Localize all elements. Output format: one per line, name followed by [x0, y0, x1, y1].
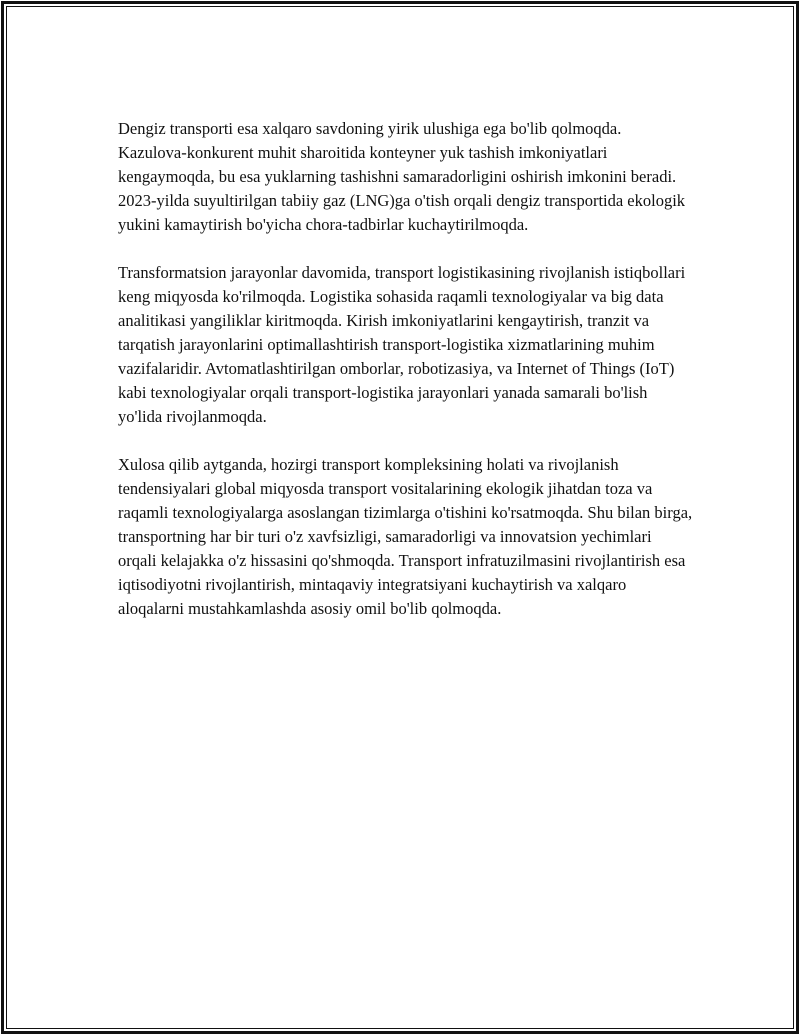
paragraph-logistics-development: Transformatsion jarayonlar davomida, transport logistikasining rivojlanish istiqbollari keng miqyosda ko'rilmoqda. Logistika sohasida raqamli texnologiyalar va big data analitikasi yangiliklar kiritmoqda. Kirish imkoniyatlarini kengaytirish, tranzit va tarqatish jarayonlarini optimallashtirish transport-logistika xizmatlarining muhim vazifalaridir. Avtomatlashtirilgan omborlar, robotizasiya, va Internet of Things (IoT) kabi texnologiyalar orqali transport-logistika jarayonlari yanada samarali bo'lish yo'lida rivojlanmoqda.	[118, 263, 686, 426]
paragraph-conclusion: Xulosa qilib aytganda, hozirgi transport kompleksining holati va rivojlanish tendensiyalari global miqyosda transport vositalarining ekologik jihatdan toza va raqamli texnologiyalarga asoslangan tizimlarga o'tishini ko'rsatmoqda. Shu bilan birga, transportning har bir turi o'z xavfsizligi, samaradorligi va innovatsion yechimlari orqali kelajakka o'z hissasini qo'shmoqda. Transport infratuzilmasini rivojlantirish esa iqtisodiyotni rivojlantirish, mintaqaviy integratsiyani kuchaytirish va xalqaro aloqalarni mustahkamlashda asosiy omil bo'lib qolmoqda.	[118, 455, 693, 618]
paragraph-maritime-transport: Dengiz transporti esa xalqaro savdoning yirik ulushiga ega bo'lib qolmoqda. Kazulova-konkurent muhit sharoitida konteyner yuk tashish imkoniyatlari kengaymoqda, bu esa yuklarning tashishni samaradorligini oshirish imkonini beradi. 2023-yilda suyultirilgan tabiiy gaz (LNG)ga o'tish orqali dengiz transportida ekologik yukini kamaytirish bo'yicha chora-tadbirlar kuchaytirilmoqda.	[118, 119, 686, 234]
document-body	[118, 117, 693, 621]
